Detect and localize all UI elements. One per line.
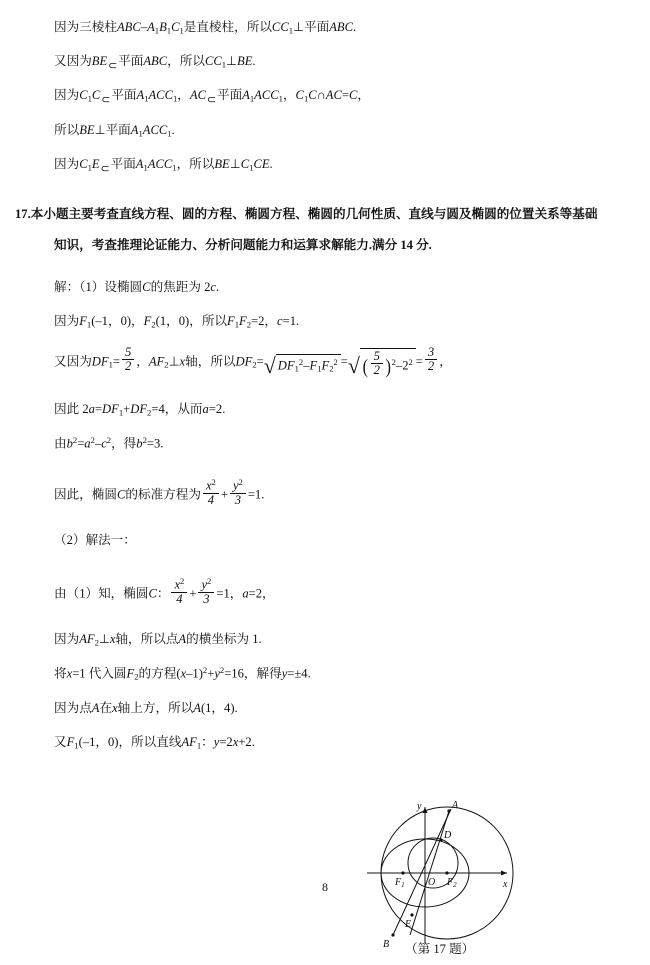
text-run: DF bbox=[235, 354, 253, 369]
text-run: 2 bbox=[329, 363, 334, 374]
text-run: 的方程( bbox=[138, 666, 181, 681]
text-run: C bbox=[142, 279, 151, 294]
text-run: (–1，0)， bbox=[91, 313, 144, 328]
text-run: 2 bbox=[219, 665, 225, 676]
text-run: A bbox=[130, 122, 139, 137]
text-line bbox=[36, 434, 620, 454]
text-run: y bbox=[281, 666, 288, 681]
label-y: y bbox=[417, 801, 422, 812]
figure-17 bbox=[355, 795, 605, 960]
x-axis-arrow bbox=[501, 871, 507, 876]
question-heading-line2: 知识，考查推理论证能力、分析问题能力和运算求解能力.满分 14 分. bbox=[54, 238, 432, 253]
text-run: DF bbox=[130, 401, 148, 416]
radical-icon: √ bbox=[263, 352, 276, 378]
document-body bbox=[15, 18, 620, 767]
text-run: A bbox=[147, 20, 155, 34]
text-run: c bbox=[277, 313, 283, 328]
text-run: ， bbox=[357, 88, 370, 103]
text-run: 因为 bbox=[54, 156, 80, 171]
text-run: 2 bbox=[211, 476, 216, 487]
text-run: 1 bbox=[87, 162, 92, 173]
text-run: F bbox=[227, 313, 235, 328]
text-line bbox=[36, 121, 620, 141]
text-run: =4，从而 bbox=[151, 401, 203, 416]
question-heading-line1: 17.本小题主要考查直线方程、圆的方程、椭圆方程、椭圆的几何性质、直线与圆及椭圆的位置关系等基础 bbox=[15, 206, 598, 221]
text-run: AC bbox=[325, 88, 342, 103]
fraction bbox=[198, 577, 214, 606]
text-run: = bbox=[77, 436, 85, 451]
fraction bbox=[230, 478, 246, 507]
text-run: 轴上方，所以 bbox=[117, 700, 194, 715]
label-d: D bbox=[444, 830, 452, 841]
text-run: ABC bbox=[143, 54, 168, 69]
fraction-denominator: 2 bbox=[427, 359, 435, 374]
text-run: . bbox=[215, 279, 220, 294]
text-run: x bbox=[205, 478, 212, 493]
text-line: 因为C1C ⊂ 平面A1ACC1，AC ⊂ 平面A1ACC1，C1C∩AC=C， bbox=[54, 88, 370, 107]
text-run: AF bbox=[148, 354, 165, 369]
text-run: 由 bbox=[54, 436, 67, 451]
point-e bbox=[410, 913, 413, 916]
text-run: C bbox=[91, 88, 101, 103]
text-run: 因此 2 bbox=[54, 401, 89, 416]
text-line: 因为C1E ⊂ 平面A1ACC1，所以BE⊥C1CE. bbox=[54, 156, 273, 175]
fraction bbox=[171, 577, 187, 606]
text-run: c bbox=[101, 436, 107, 451]
text-run: 1 bbox=[138, 128, 143, 139]
fraction-numerator bbox=[171, 577, 187, 593]
text-run: ⊥平面 bbox=[293, 20, 330, 34]
text-run: 2 bbox=[298, 356, 304, 367]
point-d bbox=[439, 838, 442, 841]
text-run: DF bbox=[102, 401, 119, 416]
text-run: 2 bbox=[94, 637, 99, 648]
text-line bbox=[36, 400, 620, 420]
page-number: 8 bbox=[322, 880, 328, 894]
text-run: AF bbox=[79, 632, 95, 647]
text-run: x bbox=[174, 577, 181, 592]
text-line: 又因为BE ⊂ 平面ABC，所以CC1⊥BE. bbox=[54, 54, 256, 73]
text-run: E bbox=[91, 156, 100, 171]
text-run: (–1，0)，所以直线 bbox=[78, 734, 182, 749]
text-run: 轴，所以点 bbox=[115, 632, 179, 647]
text-run: A bbox=[242, 88, 250, 103]
text-run: 1 bbox=[167, 128, 172, 139]
text-run: =2， bbox=[248, 586, 275, 601]
text-run: =3. bbox=[146, 436, 164, 451]
text-run: y bbox=[201, 577, 208, 592]
text-run: C bbox=[148, 586, 157, 601]
text-run: 将 bbox=[54, 666, 67, 681]
text-run: ACC bbox=[147, 156, 173, 171]
text-run: + bbox=[189, 586, 197, 601]
text-run: 2 bbox=[402, 357, 409, 372]
text-run: ∩ bbox=[316, 88, 326, 103]
text-run: 平面 bbox=[110, 156, 136, 171]
text-run: 因为点 bbox=[54, 700, 92, 715]
text-run: x bbox=[179, 354, 186, 369]
paren-open: ( bbox=[362, 355, 368, 378]
square-root-expression bbox=[264, 353, 341, 378]
text-run: 2 bbox=[134, 672, 139, 683]
text-line-with-equation bbox=[36, 577, 620, 606]
text-run: 因为 bbox=[54, 632, 80, 647]
fraction-numerator: 5 bbox=[371, 350, 383, 365]
text-run: 2 bbox=[164, 359, 169, 370]
text-run: x bbox=[109, 632, 116, 647]
text-run: 2 bbox=[238, 476, 243, 487]
label-o: O bbox=[428, 877, 436, 888]
fraction-denominator: 4 bbox=[176, 591, 183, 606]
text-run: 1 bbox=[108, 359, 113, 370]
text-run: C bbox=[240, 156, 250, 171]
text-run: 因此，椭圆 bbox=[54, 487, 117, 502]
text-run: b bbox=[136, 436, 143, 451]
text-run: 1 bbox=[74, 740, 79, 751]
text-line bbox=[36, 18, 620, 38]
text-line bbox=[36, 278, 620, 298]
text-run: ACC bbox=[148, 88, 173, 103]
text-run: A bbox=[193, 700, 201, 715]
fraction bbox=[425, 346, 437, 374]
line-af1 bbox=[393, 809, 451, 935]
text-run: 2 bbox=[147, 407, 152, 418]
text-run: 1 bbox=[166, 25, 172, 36]
text-run: +2. bbox=[238, 734, 255, 749]
text-line bbox=[36, 733, 620, 753]
text-run: 1 bbox=[196, 740, 202, 751]
text-run: A bbox=[91, 700, 100, 715]
text-run: 2 bbox=[391, 356, 396, 367]
point-a bbox=[447, 809, 450, 812]
square-root-expression-2 bbox=[348, 350, 416, 380]
text-run: ， bbox=[177, 88, 190, 103]
text-run: F bbox=[321, 357, 330, 372]
text-run: 所以 bbox=[54, 122, 80, 137]
fraction-denominator: 2 bbox=[373, 363, 380, 378]
text-run: = bbox=[340, 354, 348, 369]
text-run: 1 bbox=[118, 407, 124, 418]
text-run: =2. bbox=[208, 401, 226, 416]
text-run: C bbox=[295, 88, 304, 103]
text-run: F bbox=[126, 666, 135, 681]
text-run: a bbox=[84, 436, 91, 451]
text-run: y bbox=[232, 478, 239, 493]
text-run: F bbox=[309, 357, 318, 372]
text-run: ，所以 bbox=[176, 156, 215, 171]
text-run: a bbox=[88, 401, 95, 416]
text-run: 解：（1）设椭圆 bbox=[54, 279, 143, 294]
text-run: 1 bbox=[172, 162, 177, 173]
point-f1 bbox=[401, 871, 404, 874]
label-a: A bbox=[452, 800, 459, 811]
figure-caption: （第 17 题） bbox=[405, 942, 475, 956]
text-run: =±4. bbox=[287, 666, 311, 681]
text-run: DF bbox=[91, 354, 109, 369]
fraction-denominator: 2 bbox=[124, 359, 132, 374]
text-run: y bbox=[213, 734, 220, 749]
text-run: AC bbox=[189, 88, 206, 103]
text-run: 1 bbox=[172, 93, 178, 104]
text-run: . bbox=[261, 487, 265, 502]
text-run: C bbox=[171, 20, 180, 34]
text-run: C bbox=[79, 156, 88, 171]
text-run: 1 bbox=[143, 162, 148, 173]
text-run: =1 bbox=[247, 487, 262, 502]
text-run: b bbox=[66, 436, 73, 451]
text-run: ⊥ bbox=[229, 156, 241, 171]
text-run: ： bbox=[201, 734, 214, 749]
text-run: 2 bbox=[252, 359, 257, 370]
text-run: x bbox=[66, 666, 73, 681]
text-run: = bbox=[112, 354, 120, 369]
text-run: ⊥ bbox=[98, 632, 110, 647]
text-run: ABC bbox=[116, 20, 141, 34]
fraction-denominator: 4 bbox=[207, 492, 215, 507]
label-b: B bbox=[383, 939, 390, 950]
text-line bbox=[36, 664, 620, 684]
text-run: C bbox=[79, 88, 88, 103]
text-run: 又 bbox=[54, 734, 67, 749]
text-run: 1 bbox=[144, 93, 149, 104]
fraction-numerator: 5 bbox=[122, 346, 134, 361]
text-run: + bbox=[123, 401, 131, 416]
text-run: B bbox=[159, 20, 167, 34]
text-run: C bbox=[308, 88, 317, 103]
label-f1: $F_1$ bbox=[395, 877, 405, 889]
text-run: 1 bbox=[234, 319, 240, 330]
point-f2 bbox=[445, 871, 448, 874]
text-run: 2 bbox=[246, 319, 252, 330]
text-run: 是直棱柱，所以 bbox=[183, 20, 272, 34]
text-run: . bbox=[171, 122, 175, 137]
text-run: a bbox=[242, 586, 249, 601]
text-line bbox=[36, 630, 620, 650]
text-run: 1 bbox=[154, 25, 160, 36]
fraction-denominator: 3 bbox=[234, 492, 242, 507]
text-run: 因为 bbox=[54, 313, 80, 328]
text-run: y bbox=[214, 666, 220, 681]
text-run: A bbox=[178, 632, 187, 647]
text-run: 1 bbox=[179, 25, 184, 36]
text-run: . bbox=[252, 54, 256, 69]
text-run: x bbox=[112, 700, 118, 715]
text-run: 2 bbox=[202, 665, 208, 676]
text-run: –1) bbox=[186, 666, 203, 681]
text-run: . bbox=[353, 20, 357, 34]
text-run: 2 bbox=[408, 356, 413, 367]
radicand bbox=[360, 348, 416, 378]
text-run: 1 bbox=[278, 93, 283, 104]
text-run: . bbox=[269, 156, 273, 171]
text-run: BE bbox=[91, 54, 108, 69]
label-f2: $F_2$ bbox=[447, 877, 457, 889]
fraction-denominator: 3 bbox=[203, 591, 210, 606]
text-run: =2， bbox=[251, 313, 278, 328]
text-run: C bbox=[348, 88, 358, 103]
text-run: =1 代入圆 bbox=[72, 666, 127, 681]
text-run: 1 bbox=[87, 93, 92, 104]
text-run: 1 bbox=[86, 319, 92, 330]
text-run: – bbox=[395, 357, 403, 372]
text-run: ABC bbox=[329, 20, 353, 34]
text-run: AF bbox=[181, 734, 197, 749]
label-x: x bbox=[503, 879, 508, 890]
text-run: 1 bbox=[303, 93, 309, 104]
text-run: BE bbox=[79, 122, 95, 137]
text-run: 因为三棱柱 bbox=[54, 20, 117, 34]
paren-close: ) bbox=[385, 355, 391, 378]
text-line-with-radical bbox=[36, 346, 620, 380]
fraction-numerator: 3 bbox=[425, 346, 437, 361]
fraction-numerator bbox=[230, 478, 246, 494]
text-run: A bbox=[136, 88, 145, 103]
radicand bbox=[276, 354, 341, 376]
text-run: 因为 bbox=[54, 88, 80, 103]
text-run: 1 bbox=[317, 363, 322, 374]
text-run: CC bbox=[204, 54, 222, 69]
text-line bbox=[36, 699, 620, 719]
text-run: 平面 bbox=[118, 54, 144, 69]
text-run: ⊥平面 bbox=[94, 122, 131, 137]
text-run: 2 bbox=[90, 434, 95, 445]
text-run: 2 bbox=[106, 434, 112, 445]
text-run: 1 bbox=[294, 363, 299, 374]
text-run: =2 bbox=[219, 734, 233, 749]
text-run: C bbox=[116, 487, 126, 502]
text-run: = bbox=[341, 88, 349, 103]
fraction-numerator bbox=[203, 478, 219, 494]
text-run: ， bbox=[229, 586, 243, 601]
text-run: = bbox=[256, 354, 264, 369]
text-run: (1，0)，所以 bbox=[155, 313, 228, 328]
text-run: E bbox=[261, 156, 270, 171]
text-run: 又因为 bbox=[54, 54, 92, 69]
text-run: 2 bbox=[180, 575, 185, 586]
text-run: 由（1）知，椭圆 bbox=[54, 586, 149, 601]
fraction bbox=[371, 350, 383, 378]
text-run: + bbox=[207, 666, 215, 681]
text-run: 平面 bbox=[216, 88, 243, 103]
text-run: ， bbox=[136, 354, 149, 369]
text-run: ， bbox=[439, 354, 452, 369]
fraction bbox=[122, 346, 134, 374]
text-run: – bbox=[303, 357, 310, 372]
fraction bbox=[203, 478, 219, 507]
text-run: BE bbox=[237, 54, 253, 69]
text-run: = bbox=[415, 354, 423, 369]
text-run: x bbox=[180, 666, 187, 681]
text-run: 的标准方程为 bbox=[125, 487, 201, 502]
text-run: 又因为 bbox=[54, 354, 92, 369]
text-run: ⊥ bbox=[226, 54, 238, 69]
text-run: 1 bbox=[221, 59, 227, 70]
text-line bbox=[36, 312, 620, 332]
text-run: (1，4). bbox=[200, 700, 238, 715]
text-run: DF bbox=[277, 357, 295, 372]
text-run: 轴，所以 bbox=[185, 354, 236, 369]
text-run: c bbox=[210, 279, 216, 294]
text-run: 1 bbox=[249, 162, 254, 173]
text-run: – bbox=[140, 20, 148, 34]
text-run: = bbox=[94, 401, 103, 416]
text-run: 1 bbox=[288, 25, 294, 36]
text-run: ACC bbox=[142, 122, 168, 137]
text-run: =1. bbox=[282, 313, 300, 328]
text-run: ACC bbox=[254, 88, 279, 103]
text-run: =16，解得 bbox=[224, 666, 282, 681]
text-run: ，得 bbox=[111, 436, 137, 451]
text-run: + bbox=[220, 487, 228, 502]
text-run: 2 bbox=[72, 434, 78, 445]
text-run: ，所以 bbox=[167, 54, 205, 69]
point-b bbox=[391, 933, 394, 936]
text-run: 1 bbox=[249, 93, 255, 104]
text-line-with-equation bbox=[36, 478, 620, 507]
text-run: 的横坐标为 1. bbox=[186, 632, 262, 647]
fraction-numerator bbox=[198, 577, 214, 593]
text-run: 2 bbox=[207, 575, 212, 586]
text-run: F bbox=[66, 734, 75, 749]
text-run: ⊥ bbox=[168, 354, 180, 369]
text-run: CC bbox=[271, 20, 289, 34]
text-run: a bbox=[202, 401, 209, 416]
text-run: 2 bbox=[333, 356, 338, 367]
text-run: =1 bbox=[216, 586, 230, 601]
text-run: ： bbox=[156, 586, 170, 601]
text-run: – bbox=[94, 436, 102, 451]
text-run: 2 bbox=[142, 434, 147, 445]
text-run: C bbox=[253, 156, 262, 171]
text-run: F bbox=[143, 313, 152, 328]
text-run: ， bbox=[282, 88, 296, 103]
text-run: A bbox=[135, 156, 144, 171]
label-e: E bbox=[405, 919, 412, 930]
text-run: 在 bbox=[99, 700, 113, 715]
text-run: 的焦距为 2 bbox=[150, 279, 211, 294]
text-run: F bbox=[79, 313, 87, 328]
solution-method-label: （2）解法一： bbox=[54, 533, 136, 548]
text-run: 平面 bbox=[111, 88, 137, 103]
radical-icon: √ bbox=[347, 352, 360, 378]
text-run: x bbox=[232, 734, 239, 749]
text-run: 2 bbox=[151, 319, 156, 330]
text-run: F bbox=[239, 313, 247, 328]
figure-svg bbox=[355, 795, 605, 960]
text-run: BE bbox=[214, 156, 230, 171]
